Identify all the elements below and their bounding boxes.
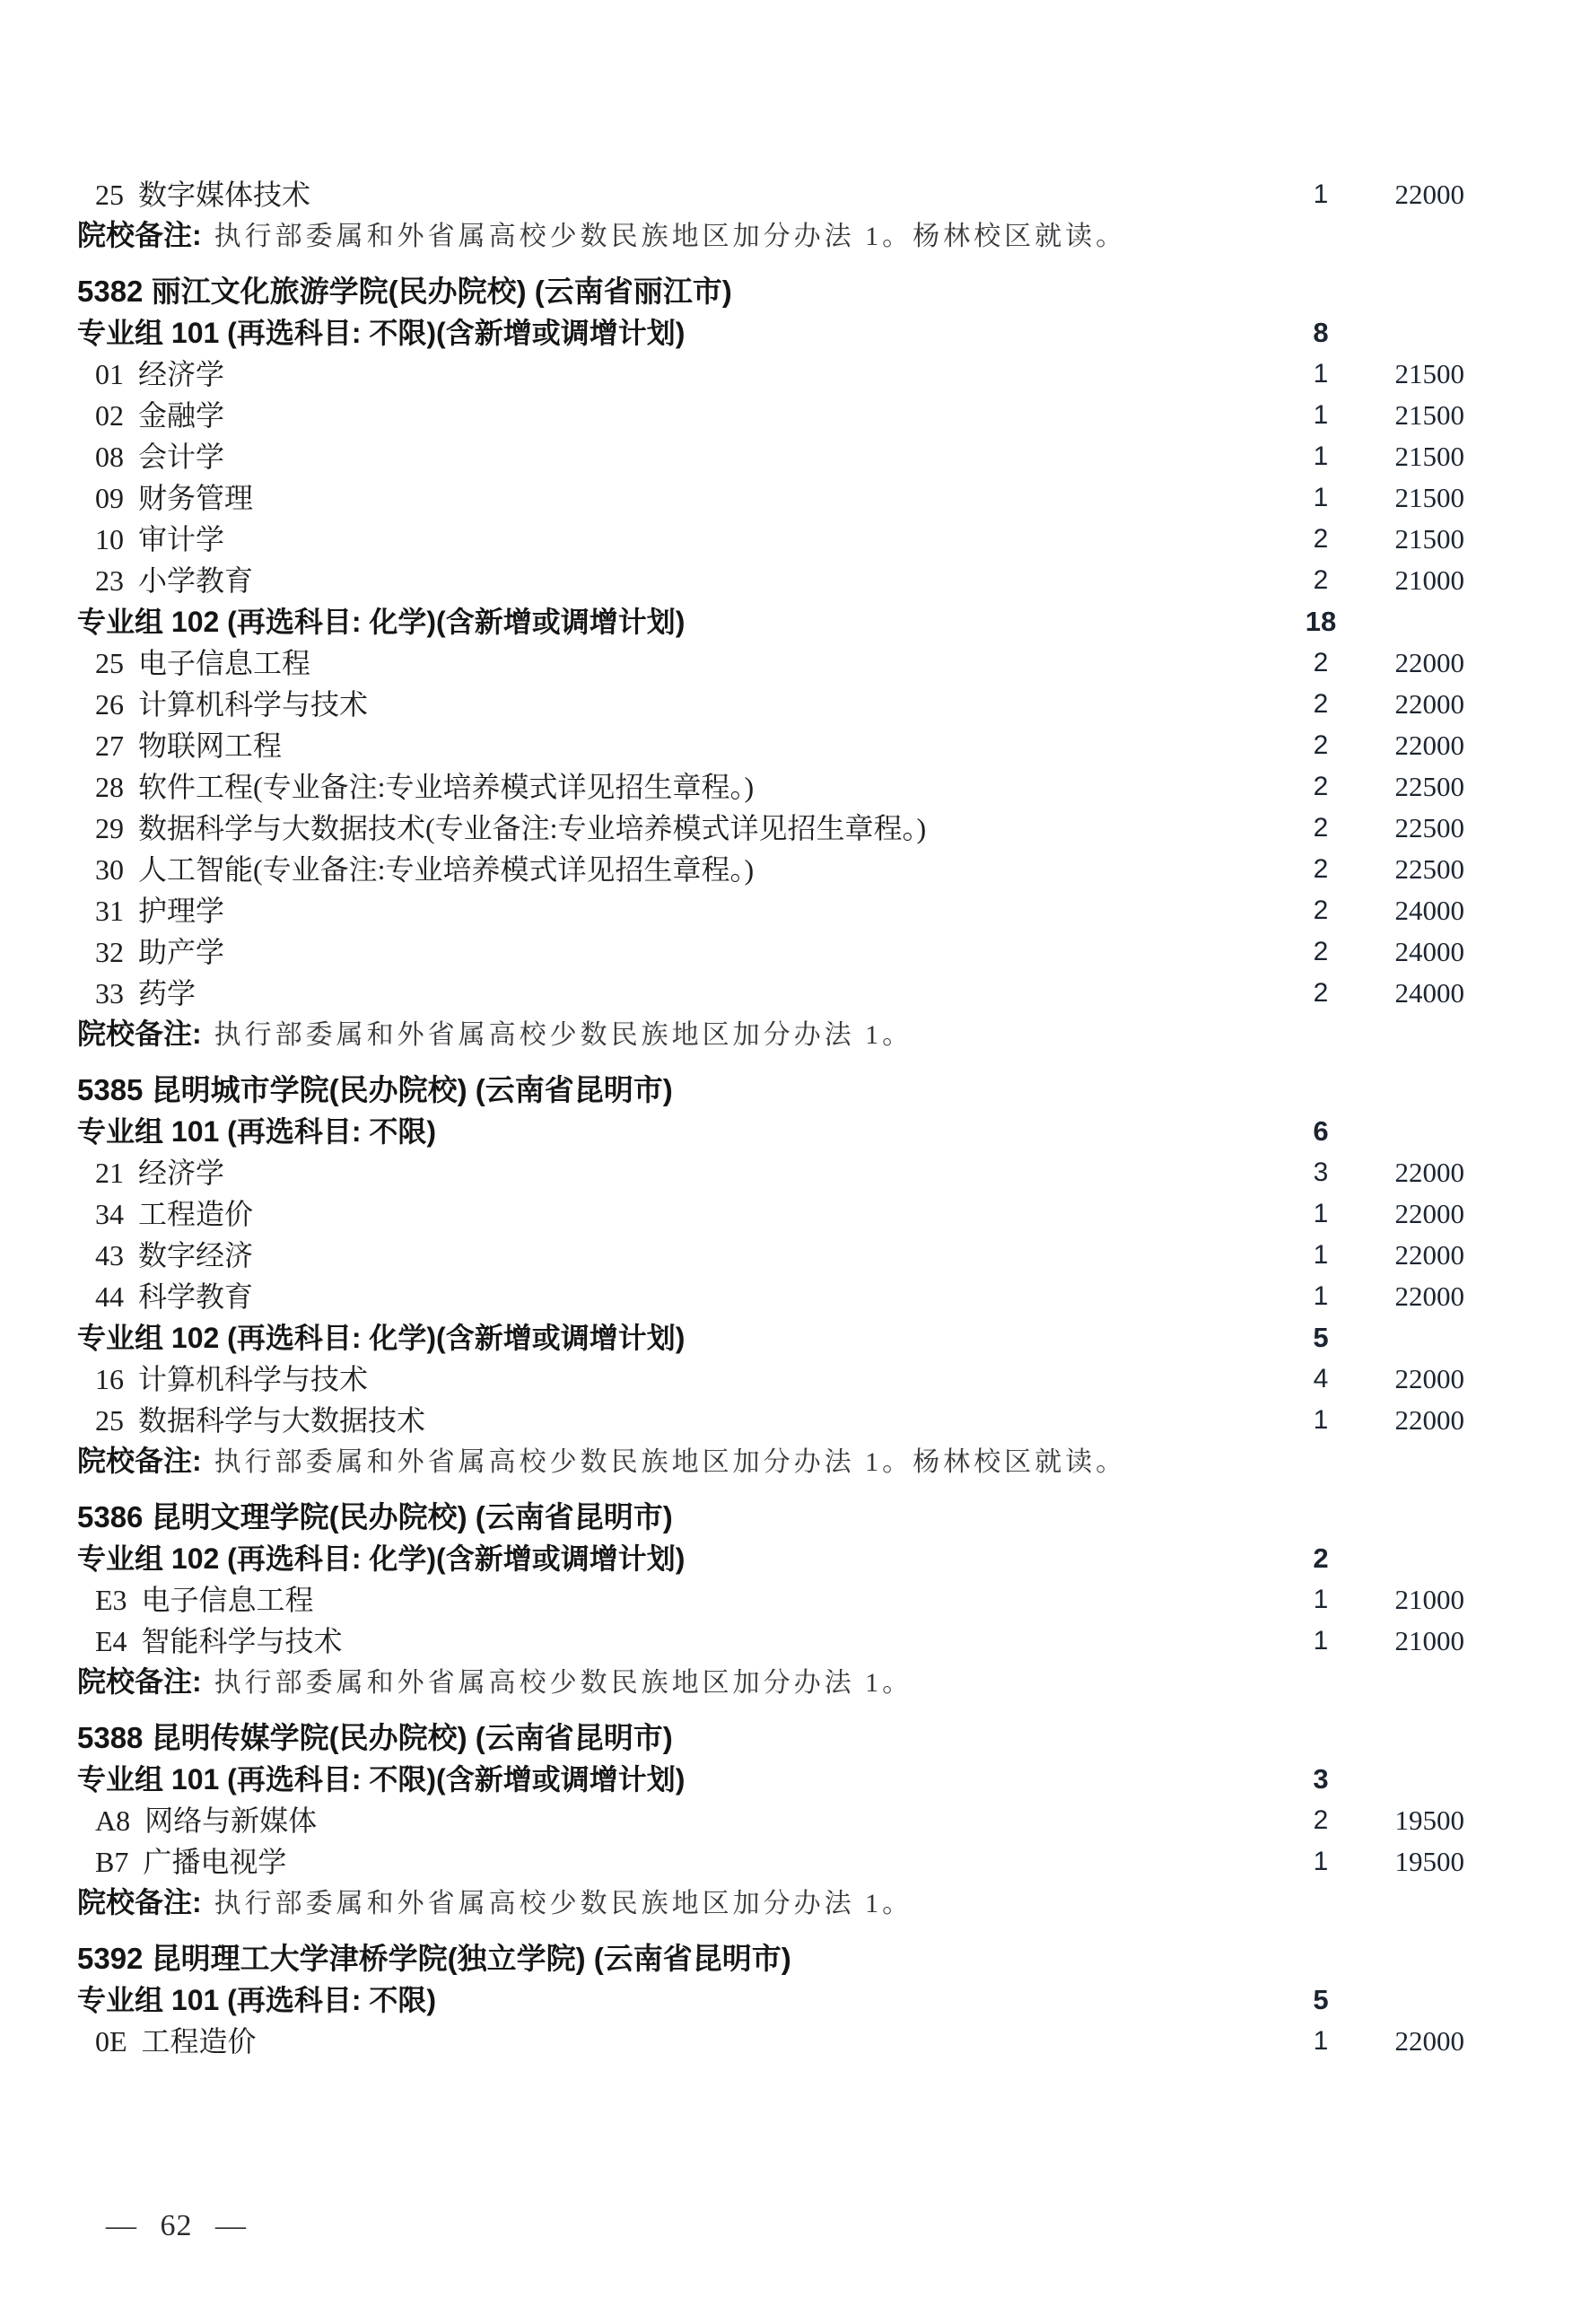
major-tuition-fee: 19500 [1394,1804,1464,1836]
major-group-row [77,1317,1464,1359]
major-plan-count: 2 [1313,896,1329,925]
major-code: 25 [95,647,124,679]
major-plan-count: 2 [1313,772,1329,801]
major-code: 10 [95,523,124,555]
major-code: 0E [95,2025,127,2058]
major-tuition-fee: 22000 [1394,688,1464,720]
major-tuition-fee: 22500 [1394,771,1464,802]
major-code: 08 [95,441,124,473]
major-label [77,973,1267,1014]
major-tuition-fee: 22000 [1394,1404,1464,1436]
major-group-title: 专业组 102 (再选科目: 化学)(含新增或调增计划) [77,606,686,638]
school-note [77,214,1464,258]
major-tuition-fee: 22000 [1394,730,1464,761]
major-row [77,1621,1464,1662]
major-group-row [77,1111,1464,1152]
major-plan-count: 1 [1313,441,1329,471]
major-plan-count: 2 [1313,565,1329,595]
major-group-row [77,1759,1464,1800]
page-number: — 62 — [106,2209,247,2242]
major-label [77,1193,1267,1235]
major-label [77,174,1267,215]
major-group-row [77,601,1464,642]
major-code: 21 [95,1157,124,1189]
major-code: E3 [95,1584,127,1616]
major-row [77,1400,1464,1441]
major-code: A8 [95,1804,131,1837]
major-code: 31 [95,895,124,927]
major-row [77,1193,1464,1235]
major-name: 数据科学与大数据技术(专业备注:专业培养模式详见招生章程。) [138,812,927,844]
major-code: 30 [95,853,124,886]
major-code: 43 [95,1239,124,1271]
major-code: 32 [95,936,124,968]
major-name: 软件工程(专业备注:专业培养模式详见招生章程。) [138,771,755,803]
major-name: 经济学 [138,358,225,390]
major-name: 网络与新媒体 [144,1804,318,1837]
school-note-text: 执行部委属和外省属高校少数民族地区加分办法 1。杨林校区就读。 [214,222,1127,251]
major-name: 药学 [138,977,197,1009]
school-note-text: 执行部委属和外省属高校少数民族地区加分办法 1。 [214,1020,913,1050]
major-name: 电子信息工程 [141,1584,314,1616]
major-row [77,174,1464,215]
major-label [77,849,1267,890]
major-plan-count: 1 [1313,2026,1329,2056]
major-label [77,766,1267,808]
major-plan-count: 2 [1313,937,1329,966]
major-label [77,1235,1267,1276]
major-label [77,436,1267,477]
major-label [77,2021,1267,2062]
major-group-title: 专业组 102 (再选科目: 化学)(含新增或调增计划) [77,1542,686,1575]
school-note-label: 院校备注: [77,1665,202,1698]
major-name: 物联网工程 [138,730,283,762]
school-note-row [77,215,1464,257]
major-name: 助产学 [138,936,225,968]
major-code: 28 [95,771,124,803]
school-note-row [77,1441,1464,1482]
major-label [77,1400,1267,1441]
major-tuition-fee: 22000 [1394,1280,1464,1312]
major-label [77,808,1267,849]
major-code: 33 [95,977,124,1009]
major-code: 16 [95,1363,124,1395]
major-row [77,1800,1464,1841]
major-label [77,477,1267,519]
major-tuition-fee: 21500 [1394,358,1464,389]
major-code: 02 [95,399,124,432]
school-note [77,1661,1464,1704]
major-row [77,890,1464,931]
major-group-row [77,312,1464,354]
major-plan-count: 3 [1313,1158,1329,1187]
major-tuition-fee: 22000 [1394,1363,1464,1394]
school-section [77,1938,1464,2062]
major-plan-count: 1 [1313,359,1329,389]
school-header: 5385 昆明城市学院(民办院校) (云南省昆明市) [77,1073,673,1106]
major-label [77,1841,1267,1883]
major-label [77,519,1267,560]
major-tuition-fee: 22500 [1394,812,1464,843]
school-section [77,1497,1464,1703]
major-name: 科学教育 [138,1280,254,1313]
major-group-title: 专业组 101 (再选科目: 不限)(含新增或调增计划) [77,317,686,349]
major-plan-count: 1 [1313,1199,1329,1228]
major-tuition-fee: 22000 [1394,1198,1464,1229]
major-name: 数字媒体技术 [138,179,311,211]
major-tuition-fee: 22000 [1394,647,1464,678]
major-label [77,1359,1267,1400]
admission-plan-list [77,174,1464,2062]
major-plan-count: 2 [1313,524,1329,554]
major-row [77,808,1464,849]
major-name: 审计学 [138,523,225,555]
major-code: 23 [95,564,124,597]
major-plan-count: 1 [1313,1405,1329,1435]
major-group-row [77,1979,1464,2021]
major-plan-count: 1 [1313,1626,1329,1656]
major-name: 数字经济 [138,1239,254,1271]
major-label [77,890,1267,931]
major-plan-count: 2 [1313,1805,1329,1835]
major-row [77,1579,1464,1621]
major-name: 广播电视学 [143,1846,287,1878]
group-plan-count: 18 [1305,606,1337,637]
group-plan-count: 5 [1313,1322,1329,1353]
major-code: 09 [95,482,124,514]
major-name: 智能科学与技术 [141,1625,343,1657]
school-section [77,271,1464,1055]
major-row [77,642,1464,684]
major-plan-count: 4 [1313,1364,1329,1394]
major-code: 01 [95,358,124,390]
major-tuition-fee: 21000 [1394,1584,1464,1615]
major-plan-count: 1 [1313,179,1329,209]
school-section [77,1717,1464,1924]
major-name: 会计学 [138,441,225,473]
major-row [77,849,1464,890]
group-plan-count: 3 [1313,1763,1329,1795]
school-note-row [77,1014,1464,1055]
major-name: 人工智能(专业备注:专业培养模式详见招生章程。) [138,853,755,886]
major-row [77,519,1464,560]
major-name: 计算机科学与技术 [138,1363,369,1395]
major-code: E4 [95,1625,127,1657]
major-name: 电子信息工程 [138,647,311,679]
major-row [77,973,1464,1014]
school-note-row [77,1662,1464,1703]
major-row [77,725,1464,766]
major-code: 34 [95,1198,124,1230]
major-tuition-fee: 24000 [1394,895,1464,926]
major-name: 数据科学与大数据技术 [138,1404,426,1437]
major-tuition-fee: 22500 [1394,853,1464,885]
major-row [77,1276,1464,1317]
major-label [77,354,1267,395]
major-group-title: 专业组 101 (再选科目: 不限)(含新增或调增计划) [77,1763,686,1795]
group-plan-count: 5 [1313,1984,1329,2015]
group-plan-count: 6 [1313,1115,1329,1147]
major-name: 金融学 [138,399,225,432]
major-tuition-fee: 21500 [1394,482,1464,513]
major-code: 29 [95,812,124,844]
major-tuition-fee: 21000 [1394,564,1464,596]
school-note-text: 执行部委属和外省属高校少数民族地区加分办法 1。杨林校区就读。 [214,1447,1127,1477]
major-row [77,354,1464,395]
major-code: 25 [95,1404,124,1437]
major-label [77,642,1267,684]
major-row [77,684,1464,725]
major-label [77,725,1267,766]
major-plan-count: 1 [1313,1585,1329,1614]
school-header: 5392 昆明理工大学津桥学院(独立学院) (云南省昆明市) [77,1942,791,1975]
major-label [77,1276,1267,1317]
major-tuition-fee: 21500 [1394,523,1464,555]
major-tuition-fee: 21500 [1394,399,1464,431]
major-group-title: 专业组 102 (再选科目: 化学)(含新增或调增计划) [77,1322,686,1354]
major-code: 44 [95,1280,124,1313]
major-tuition-fee: 22000 [1394,1239,1464,1271]
school-note-text: 执行部委属和外省属高校少数民族地区加分办法 1。 [214,1889,913,1918]
major-label [77,395,1267,436]
major-row [77,1841,1464,1883]
school-note-label: 院校备注: [77,1018,202,1050]
major-plan-count: 1 [1313,400,1329,430]
major-row [77,1359,1464,1400]
school-note-row [77,1883,1464,1924]
school-note [77,1013,1464,1056]
school-header: 5382 丽江文化旅游学院(民办院校) (云南省丽江市) [77,275,732,308]
major-tuition-fee: 21500 [1394,441,1464,472]
major-name: 财务管理 [138,482,254,514]
major-label [77,931,1267,973]
school-note-label: 院校备注: [77,1886,202,1918]
major-name: 工程造价 [138,1198,254,1230]
major-code: 27 [95,730,124,762]
school-note-label: 院校备注: [77,1445,202,1477]
major-code: 26 [95,688,124,721]
major-tuition-fee: 24000 [1394,936,1464,967]
major-tuition-fee: 22000 [1394,179,1464,210]
major-label [77,560,1267,601]
major-plan-count: 2 [1313,730,1329,760]
major-row [77,1152,1464,1193]
major-tuition-fee: 19500 [1394,1846,1464,1877]
school-note-text: 执行部委属和外省属高校少数民族地区加分办法 1。 [214,1668,913,1698]
major-group-title: 专业组 101 (再选科目: 不限) [77,1115,437,1148]
major-group-title: 专业组 101 (再选科目: 不限) [77,1984,437,2016]
major-name: 经济学 [138,1157,225,1189]
major-row [77,931,1464,973]
major-tuition-fee: 22000 [1394,1157,1464,1188]
school-header: 5386 昆明文理学院(民办院校) (云南省昆明市) [77,1500,673,1533]
major-name: 护理学 [138,895,225,927]
major-row [77,395,1464,436]
major-row [77,560,1464,601]
school-note [77,1440,1464,1483]
school-header: 5388 昆明传媒学院(民办院校) (云南省昆明市) [77,1721,673,1754]
major-label [77,684,1267,725]
major-plan-count: 1 [1313,1847,1329,1876]
school-note-label: 院校备注: [77,219,202,251]
major-plan-count: 2 [1313,854,1329,884]
group-plan-count: 8 [1313,317,1329,348]
major-name: 计算机科学与技术 [138,688,369,721]
major-row [77,2021,1464,2062]
major-tuition-fee: 21000 [1394,1625,1464,1656]
major-code: 25 [95,179,124,211]
major-label [77,1621,1267,1662]
major-label [77,1579,1267,1621]
school-note [77,1882,1464,1925]
major-group-row [77,1538,1464,1579]
major-row [77,477,1464,519]
major-tuition-fee: 24000 [1394,977,1464,1009]
major-name: 小学教育 [138,564,254,597]
major-plan-count: 2 [1313,813,1329,843]
major-name: 工程造价 [141,2025,257,2058]
major-plan-count: 2 [1313,978,1329,1008]
major-row [77,766,1464,808]
group-plan-count: 2 [1313,1542,1329,1574]
major-plan-count: 1 [1313,483,1329,512]
major-label [77,1152,1267,1193]
major-row [77,436,1464,477]
major-label [77,1800,1267,1841]
major-row [77,1235,1464,1276]
major-code: B7 [95,1846,129,1878]
major-tuition-fee: 22000 [1394,2025,1464,2057]
major-plan-count: 2 [1313,648,1329,677]
major-plan-count: 1 [1313,1240,1329,1270]
major-plan-count: 2 [1313,689,1329,719]
school-section [77,1070,1464,1482]
major-plan-count: 1 [1313,1281,1329,1311]
